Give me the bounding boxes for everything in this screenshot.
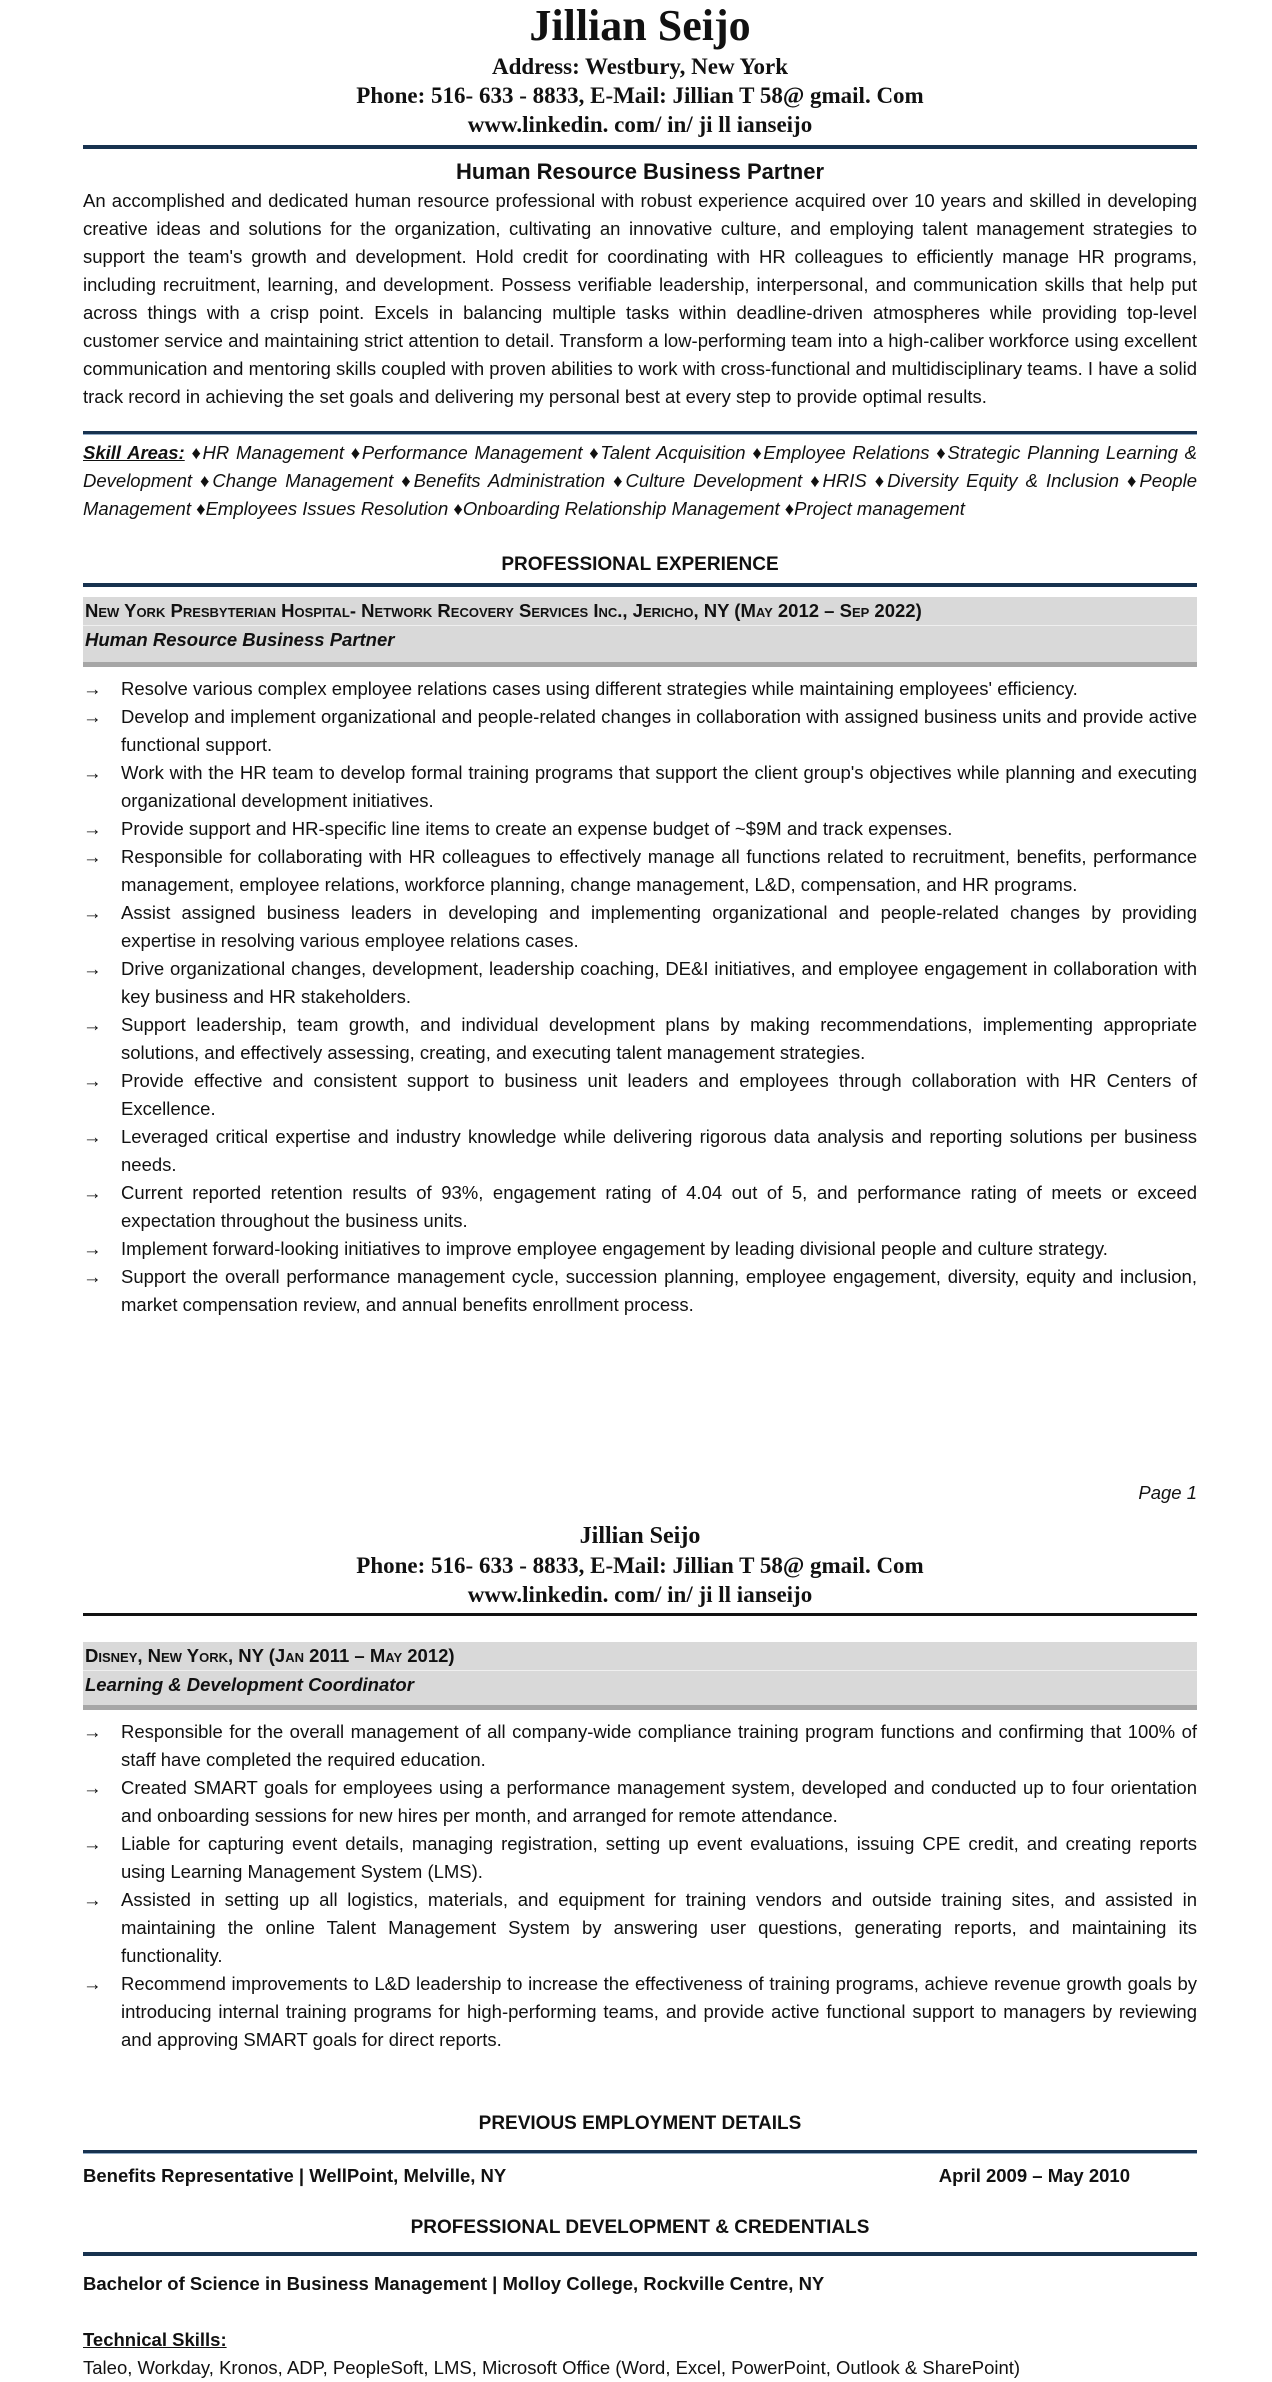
candidate-name: Jillian Seijo [579,1523,701,1549]
previous-entry [83,2162,1197,2190]
bullet-item [83,1970,1197,2054]
bullet-item [83,1263,1197,1319]
technical-skills-list: Taleo, Workday, Kronos, ADP, PeopleSoft, LMS, Microsoft Office (Word, Excel, PowerPoint, Outlook & SharePoint) [83,2357,1021,2378]
arrow-icon: → [83,1721,102,1742]
summary-title: Human Resource Business Partner [455,159,825,184]
bullet-item [83,1886,1197,1970]
job-company: Disney, New York, NY (Jan 2011 – May 2012) [83,1642,1197,1671]
bullet-text: Implement forward-looking initiatives to improve employee engagement by leading divisional people and culture strategy. [121,1238,1108,1259]
job-header [83,597,1197,667]
arrow-icon: → [83,1070,102,1091]
bullet-item [83,1830,1197,1886]
bullet-text: Current reported retention results of 93%, engagement rating of 4.04 out of 5, and performance rating of meets or exceed expectation throughout the business units. [121,1182,1197,1231]
bullet-item [83,759,1197,815]
bullet-item [83,1067,1197,1123]
bullet-text: Leveraged critical expertise and industry knowledge while delivering rigorous data analysis and reporting solutions per business needs. [121,1126,1197,1175]
bullet-text: Support leadership, team growth, and individual development plans by making recommendations, implementing appropriate solutions, and effectively assessing, creating, and executing talent management strategies. [121,1014,1197,1063]
bullet-item [83,1235,1197,1263]
arrow-icon: → [83,1014,102,1035]
credentials-heading: PROFESSIONAL DEVELOPMENT & CREDENTIALS [410,2217,870,2238]
arrow-icon: → [83,1777,102,1798]
bullet-item [83,815,1197,843]
job-company: New York Presbyterian Hospital- Network Recovery Services Inc., Jericho, NY (May 2012 – Sep 2022) [83,597,1197,626]
previous-dates: April 2009 – May 2010 [938,2165,1130,2186]
address: Address: Westbury, New York [491,54,789,79]
bullet-text: Assist assigned business leaders in developing and implementing organizational and people-related changes by providing expertise in resolving various employee relations cases. [121,902,1197,951]
job-bullets [83,1718,1197,2054]
arrow-icon: → [83,902,102,923]
bullet-text: Recommend improvements to L&D leadership to increase the effectiveness of training programs, achieve revenue growth goals by introducing internal training programs for high-performing teams, and provide active functional support to managers by reviewing and approving SMART goals for direct reports. [121,1973,1197,2050]
bullet-item [83,1011,1197,1067]
arrow-icon: → [83,678,102,699]
previous-position: Benefits Representative | WellPoint, Melville, NY [83,2165,507,2186]
arrow-icon: → [83,958,102,979]
bullet-text: Support the overall performance management cycle, succession planning, employee engagement, diversity, equity and inclusion, market compensation review, and annual benefits enrollment process. [121,1266,1197,1315]
phone-email: Phone: 516- 633 - 8833, E-Mail: Jillian T 58@ gmail. Com [356,83,924,108]
resume-page-2 [83,1522,1197,2382]
job-bullets [83,675,1197,1319]
bullet-item [83,843,1197,899]
job-role: Human Resource Business Partner [85,629,395,650]
divider [83,1613,1197,1616]
technical-skills-label: Technical Skills: [83,2329,227,2350]
experience-heading: PROFESSIONAL EXPERIENCE [501,554,779,575]
bullet-text: Drive organizational changes, development, leadership coaching, DE&I initiatives, and employee engagement in collaboration with key business and HR stakeholders. [121,958,1197,1007]
divider [83,2150,1197,2154]
bullet-text: Develop and implement organizational and people-related changes in collaboration with assigned business units and provide active functional support. [121,706,1197,755]
bullet-text: Responsible for collaborating with HR colleagues to effectively manage all functions related to recruitment, benefits, performance management, employee relations, workforce planning, change management, L&D, compensation, and HR programs. [121,846,1197,895]
bullet-text: Created SMART goals for employees using a performance management system, developed and conducted up to four orientation and onboarding sessions for new hires per month, and arranged for remote attendance. [121,1777,1197,1826]
arrow-icon: → [83,1182,102,1203]
bullet-item [83,1774,1197,1830]
skill-areas-label: Skill Areas: [83,442,185,463]
resume-page-1 [83,0,1197,1319]
bullet-text: Responsible for the overall management of all company-wide compliance training program functions and confirming that 100% of staff have completed the required education. [121,1721,1197,1770]
arrow-icon: → [83,706,102,727]
skill-areas-list: ♦HR Management ♦Performance Management ♦Talent Acquisition ♦Employee Relations ♦Strategic Planning Learning & Development ♦Change Management ♦Benefits Administration ♦Culture Development ♦HRIS ♦Diversity Equity & Inclusion ♦People Management ♦Employees Issues Resolution ♦Onboarding Relationship Management ♦Project management [83,442,1197,519]
arrow-icon: → [83,1266,102,1287]
skill-areas [83,439,1197,523]
divider [83,2252,1197,2256]
divider [83,583,1197,587]
bullet-item [83,1179,1197,1235]
degree: Bachelor of Science in Business Management | Molloy College, Rockville Centre, NY [83,2273,825,2294]
divider [83,431,1197,435]
bullet-item [83,899,1197,955]
arrow-icon: → [83,762,102,783]
candidate-name: Jillian Seijo [529,1,751,50]
linkedin: www.linkedin. com/ in/ ji ll ianseijo [467,1582,813,1607]
previous-heading: PREVIOUS EMPLOYMENT DETAILS [478,2113,802,2134]
bullet-item [83,955,1197,1011]
arrow-icon: → [83,1126,102,1147]
bullet-text: Assisted in setting up all logistics, materials, and equipment for training vendors and outside training sites, and assisted in maintaining the online Talent Management System by answering user questions, generating reports, and maintaining its functionality. [121,1889,1197,1966]
arrow-icon: → [83,818,102,839]
arrow-icon: → [83,1833,102,1854]
arrow-icon: → [83,1973,102,1994]
page-number: Page 1 [1138,1482,1197,1503]
bullet-text: Provide support and HR-specific line items to create an expense budget of ~$9M and track expenses. [121,818,953,839]
job-header [83,1642,1197,1710]
bullet-item [83,675,1197,703]
divider [83,145,1197,149]
arrow-icon: → [83,1238,102,1259]
bullet-text: Liable for capturing event details, managing registration, setting up event evaluations, issuing CPE credit, and creating reports using Learning Management System (LMS). [121,1833,1197,1882]
bullet-item [83,1123,1197,1179]
bullet-text: Work with the HR team to develop formal training programs that support the client group's objectives while planning and executing organizational development initiatives. [121,762,1197,811]
linkedin: www.linkedin. com/ in/ ji ll ianseijo [467,112,813,137]
arrow-icon: → [83,1889,102,1910]
bullet-text: Provide effective and consistent support to business unit leaders and employees through collaboration with HR Centers of Excellence. [121,1070,1197,1119]
arrow-icon: → [83,846,102,867]
bullet-item [83,1718,1197,1774]
bullet-item [83,703,1197,759]
summary-text: An accomplished and dedicated human resource professional with robust experience acquired over 10 years and skilled in developing creative ideas and solutions for the organization, cultivating an innovative culture, and employing talent management strategies to support the team's growth and development. Hold credit for coordinating with HR colleagues to efficiently manage HR programs, including recruitment, learning, and development. Possess verifiable leadership, interpersonal, and communication skills that help put across things with a crisp point. Excels in balancing multiple tasks within deadline-driven atmospheres while providing top-level customer service and maintaining strict attention to detail. Transform a low-performing team into a high-caliber workforce using excellent communication and mentoring skills coupled with proven abilities to work with cross-functional and multidisciplinary teams. I have a solid track record in achieving the set goals and delivering my personal best at every step to provide optimal results. [83,190,1197,407]
job-role: Learning & Development Coordinator [85,1674,414,1695]
bullet-text: Resolve various complex employee relations cases using different strategies while maintaining employees' efficiency. [121,678,1078,699]
phone-email: Phone: 516- 633 - 8833, E-Mail: Jillian T 58@ gmail. Com [356,1553,924,1578]
